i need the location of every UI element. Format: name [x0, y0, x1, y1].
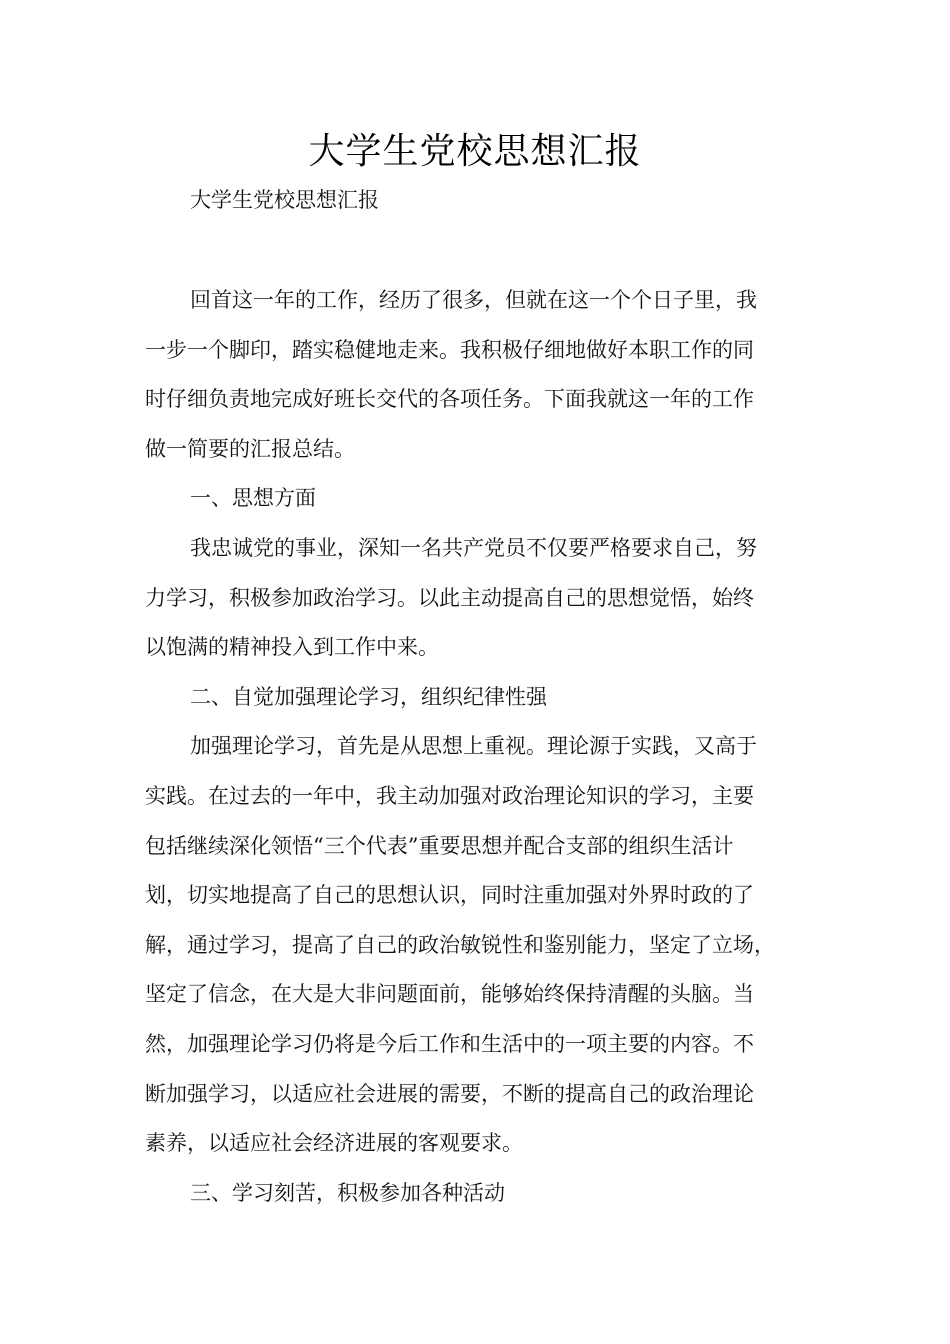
text-line: 我忠诚党的事业，深知一名共产党员不仅要严格要求自己，努 [190, 535, 757, 560]
text-line: 力学习，积极参加政治学习。以此主动提高自己的思想觉悟，始终 [145, 585, 754, 610]
text-line: 坚定了信念，在大是大非问题面前，能够始终保持清醒的头脑。当 [145, 982, 754, 1007]
text-line: 三、学习刻苦，积极参加各种活动 [190, 1180, 505, 1205]
text-line: 回首这一年的工作，经历了很多，但就在这一个个日子里，我 [190, 288, 757, 312]
text-line: 时仔细负责地完成好班长交代的各项任务。下面我就这一年的工作 [145, 387, 754, 412]
text-line: 划，切实地提高了自己的思想认识，同时注重加强对外界时政的了 [145, 883, 754, 908]
text-line: 包括继续深化领悟“三个代表”重要思想并配合支部的组织生活计 [145, 833, 734, 858]
text-line: 断加强学习，以适应社会进展的需要，不断的提高自己的政治理论 [145, 1081, 754, 1106]
document-body [145, 284, 823, 1226]
text-line: 解，通过学习，提高了自己的政治敏锐性和鉴别能力，坚定了立场， [145, 932, 775, 957]
document-title: 大学生党校思想汇报 [308, 131, 642, 172]
text-line: 一、思想方面 [190, 486, 316, 511]
text-line: 二、自觉加强理论学习，组织纪律性强 [190, 684, 547, 709]
text-line: 实践。在过去的一年中，我主动加强对政治理论知识的学习，主要 [145, 783, 754, 808]
text-line: 做一简要的汇报总结。 [145, 436, 355, 461]
text-line: 然，加强理论学习仍将是今后工作和生活中的一项主要的内容。不 [145, 1031, 754, 1056]
text-line: 加强理论学习，首先是从思想上重视。理论源于实践，又高于 [190, 734, 757, 759]
text-line: 素养，以适应社会经济进展的客观要求。 [145, 1131, 523, 1156]
text-line: 一步一个脚印，踏实稳健地走来。我积极仔细地做好本职工作的同 [145, 337, 754, 362]
document-subtitle: 大学生党校思想汇报 [190, 188, 379, 212]
text-line: 以饱满的精神投入到工作中来。 [145, 635, 439, 660]
